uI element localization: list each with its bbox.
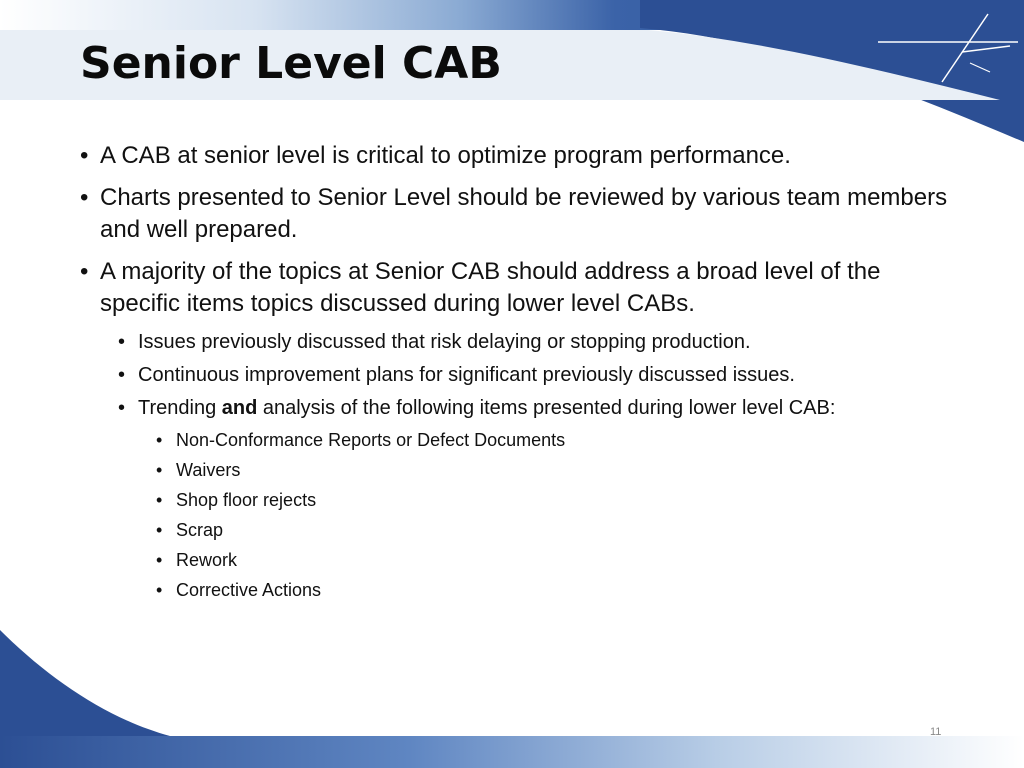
sub-bullet-item <box>78 330 958 354</box>
bullet-dot: • <box>118 364 126 386</box>
sub-sub-bullet-text: Scrap <box>176 520 224 540</box>
sub-sub-bullet-text: Shop floor rejects <box>176 490 317 510</box>
bullet-item <box>78 182 958 246</box>
sub-sub-bullet-text: Corrective Actions <box>176 580 322 600</box>
sub-sub-bullet-text: Non-Conformance Reports or Defect Documents <box>176 430 566 450</box>
sub-bullet-text: Issues previously discussed that risk delaying or stopping production. <box>138 331 751 353</box>
bottom-left-swoosh <box>0 630 170 736</box>
sub-sub-bullet-item <box>78 519 958 541</box>
bullet-item <box>78 256 958 320</box>
bullet-dot: • <box>156 520 163 540</box>
bullet-list <box>78 140 958 609</box>
bullet-dot: • <box>80 258 89 285</box>
bottom-gradient-band <box>0 736 1024 768</box>
slide-title: Senior Level CAB <box>80 38 502 89</box>
sub-bullet-bold-word: and <box>221 397 258 419</box>
bullet-dot: • <box>156 490 163 510</box>
bullet-text: A majority of the topics at Senior CAB should address a broad level of the specific items topics discussed during lower level CABs. <box>100 258 881 317</box>
sub-sub-bullet-item <box>78 429 958 451</box>
bullet-text: Charts presented to Senior Level should be reviewed by various team members and well prepared. <box>100 184 948 243</box>
sub-sub-bullet-item <box>78 579 958 601</box>
bullet-dot: • <box>156 460 163 480</box>
sub-sub-bullet-text: Rework <box>176 550 238 570</box>
page-number: 11 <box>930 726 942 738</box>
sub-bullet-text-pre: Trending <box>138 397 222 419</box>
bullet-dot: • <box>156 580 163 600</box>
bullet-dot: • <box>156 550 163 570</box>
company-logo-icon <box>870 8 1020 88</box>
sub-sub-bullet-item <box>78 549 958 571</box>
sub-sub-bullet-text: Waivers <box>176 460 241 480</box>
sub-bullet-text-post: analysis of the following items presented during lower level CAB: <box>257 397 836 419</box>
bullet-dot: • <box>118 331 126 353</box>
bullet-dot: • <box>118 397 126 419</box>
sub-sub-bullet-item <box>78 489 958 511</box>
sub-bullet-item <box>78 363 958 387</box>
bullet-dot: • <box>156 430 163 450</box>
sub-bullet-text: Continuous improvement plans for significant previously discussed issues. <box>138 364 795 386</box>
bullet-text: A CAB at senior level is critical to optimize program performance. <box>100 142 791 169</box>
bullet-item <box>78 140 958 172</box>
bullet-dot: • <box>80 142 89 169</box>
bullet-dot: • <box>80 184 89 211</box>
sub-bullet-item <box>78 396 958 420</box>
sub-sub-bullet-item <box>78 459 958 481</box>
